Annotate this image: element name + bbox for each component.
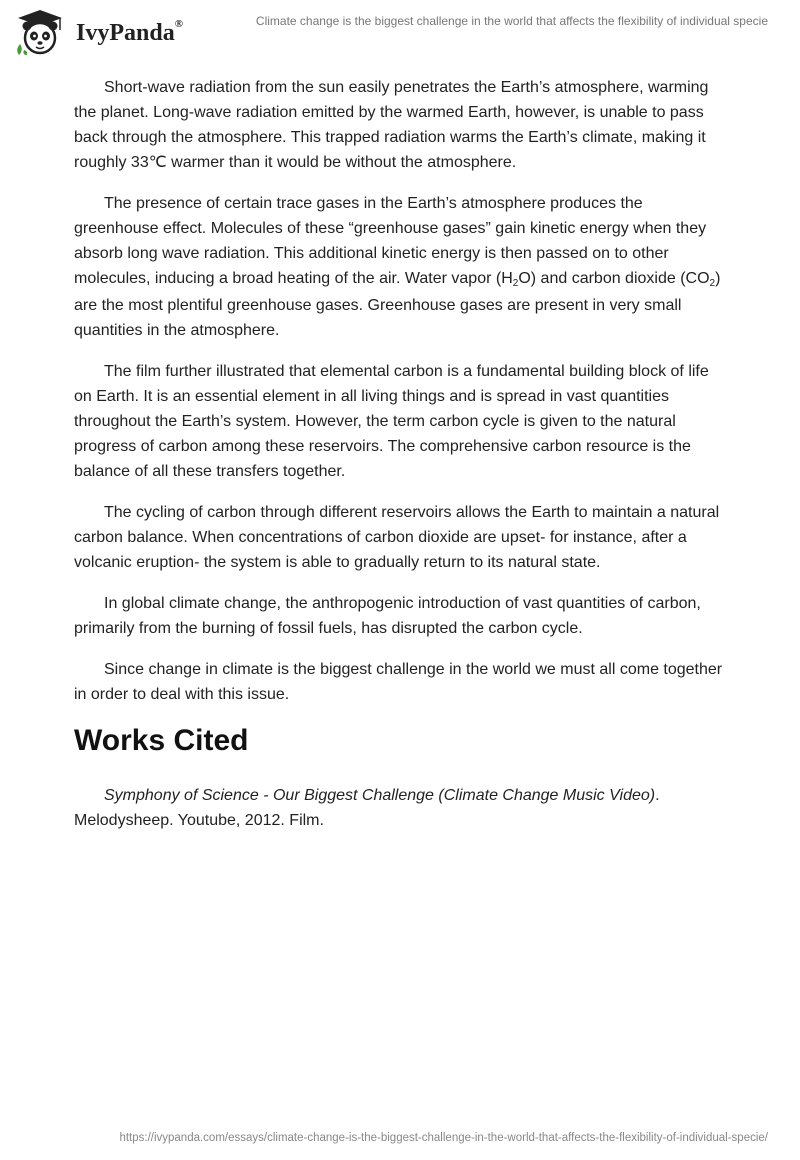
registered-mark: ® — [174, 18, 183, 30]
paragraph-conclusion: Since change in climate is the biggest challenge in the world we must all come together in order to deal with this issue. — [74, 661, 723, 703]
footer-url[interactable]: https://ivypanda.com/essays/climate-change-is-the-biggest-challenge-in-the-world-that-affects-the-flexibility-of-individual-specie/ — [119, 1132, 768, 1144]
paragraph-radiation: Short-wave radiation from the sun easily penetrates the Earth’s atmosphere, warming the planet. Long-wave radiation emitted by the warmed Earth, however, is unable to pass back through the atmosphere. This trapped radiation warms the Earth’s climate, making it roughly 33℃ warmer than it would be without the atmosphere. — [74, 79, 709, 171]
panda-graduate-icon — [14, 8, 74, 56]
works-cited-heading: Works Cited — [74, 724, 249, 757]
paragraph-carbon-balance: The cycling of carbon through different reservoirs allows the Earth to maintain a natural carbon balance. When concentrations of carbon dioxide are upset- for instance, after a volcanic eruption- the system is able to gradually return to its natural state. — [74, 504, 720, 571]
document-title: Climate change is the biggest challenge in the world that affects the flexibility of individual specie — [255, 14, 768, 28]
citation-entry — [74, 783, 724, 833]
page-header — [0, 0, 800, 60]
paragraph-carbon: The film further illustrated that elemental carbon is a fundamental building block of life on Earth. It is an essential element in all living things and is spread in vast quantities throughout the Earth’s system. However, the term carbon cycle is given to the natural progress of carbon among these reservoirs. The comprehensive carbon resource is the balance of all these transfers together. — [74, 363, 709, 480]
citation-title: Symphony of Science - Our Biggest Challenge (Climate Change Music Video) — [104, 787, 656, 804]
brand-name: IvyPanda® — [76, 18, 183, 46]
ivypanda-logo[interactable] — [14, 8, 204, 56]
essay-body — [74, 75, 724, 833]
citation-details: . Melodysheep. Youtube, 2012. Film. — [74, 787, 660, 829]
paragraph-anthropogenic: In global climate change, the anthropogenic introduction of vast quantities of carbon, primarily from the burning of fossil fuels, has disrupted the carbon cycle. — [74, 595, 701, 637]
paragraph-greenhouse-gases: The presence of certain trace gases in the Earth’s atmosphere produces the greenhouse effect. Molecules of these “greenhouse gases” gain kinetic energy when they absorb long wave radiation. This additional kinetic energy is then passed on to other molecules, inducing a broad heating of the air. Water vapor $(H_2O)$ and carbon dioxide $(CO_2)$ are the most plentiful greenhouse gases. Greenhouse gases are present in very small quantities in the atmosphere. — [74, 195, 721, 339]
